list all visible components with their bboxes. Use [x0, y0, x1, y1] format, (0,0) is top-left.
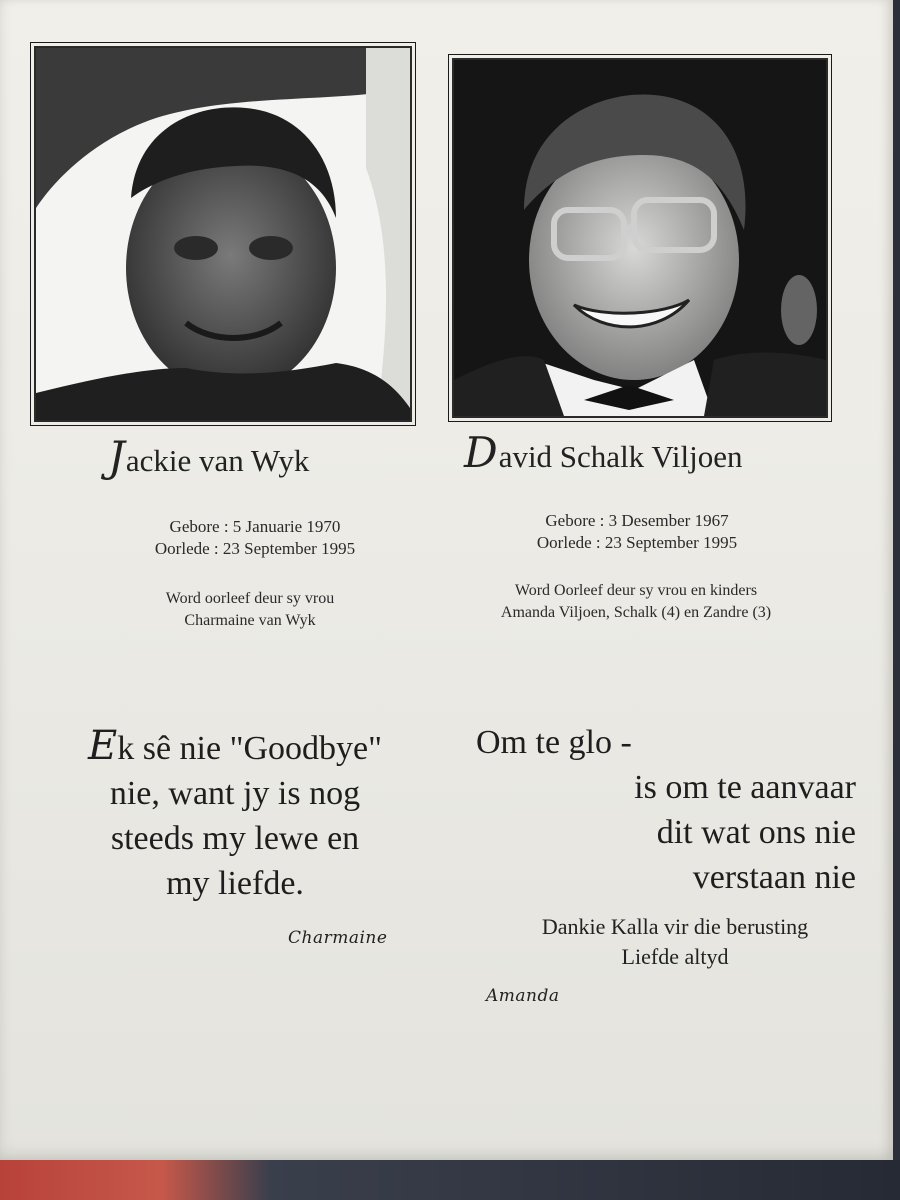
thanks-note — [490, 912, 860, 972]
deceased-name-left — [108, 432, 309, 481]
verse-left-line1 — [40, 724, 430, 771]
verse-left-line3: steeds my lewe en — [110, 820, 360, 857]
background-edge — [0, 1160, 900, 1200]
verse-right-line1: Om te glo - — [476, 724, 632, 761]
portrait-photo-right — [452, 58, 828, 418]
name-initial-left: J — [108, 432, 125, 481]
portrait-image-right — [454, 60, 826, 416]
verse-left — [40, 724, 430, 906]
signature-left: Charmaine — [288, 928, 388, 948]
verse-left-line4: my liefde. — [166, 865, 304, 902]
survived-by-left — [100, 588, 400, 632]
thanks-line2: Liefde altyd — [621, 944, 729, 969]
signature-right: Amanda — [486, 986, 560, 1006]
dates-left — [100, 516, 410, 560]
verse-left-line2: nie, want jy is nog — [109, 775, 361, 812]
name-rest-left: ackie van Wyk — [125, 443, 310, 478]
deceased-name-right — [464, 428, 743, 477]
death-date-left: Oorlede : 23 September 1995 — [154, 539, 356, 558]
survived-line1-left: Word oorleef deur sy vrou — [165, 590, 335, 607]
birth-date-right: Gebore : 3 Desember 1967 — [545, 511, 729, 530]
dates-right — [482, 510, 792, 554]
survived-line1-right: Word Oorleef deur sy vrou en kinders — [514, 582, 758, 599]
portrait-image-left — [36, 48, 410, 420]
portrait-photo-left — [34, 46, 412, 422]
verse-right-line4: verstaan nie — [692, 859, 856, 896]
verse-left-line1-text: k sê nie "Goodbye" — [117, 730, 382, 767]
thanks-line1: Dankie Kalla vir die berusting — [541, 914, 809, 939]
verse-right-line2: is om te aanvaar — [634, 769, 856, 806]
survived-line2-right: Amanda Viljoen, Schalk (4) en Zandre (3) — [500, 604, 772, 621]
verse-left-initial: E — [88, 723, 118, 769]
verse-right-line3: dit wat ons nie — [656, 814, 856, 851]
verse-right — [476, 720, 856, 900]
birth-date-left: Gebore : 5 Januarie 1970 — [169, 517, 341, 536]
survived-by-right — [436, 580, 836, 624]
name-rest-right: avid Schalk Viljoen — [498, 439, 743, 474]
survived-line2-left: Charmaine van Wyk — [184, 612, 316, 629]
name-initial-right: D — [464, 428, 498, 477]
death-date-right: Oorlede : 23 September 1995 — [536, 533, 738, 552]
